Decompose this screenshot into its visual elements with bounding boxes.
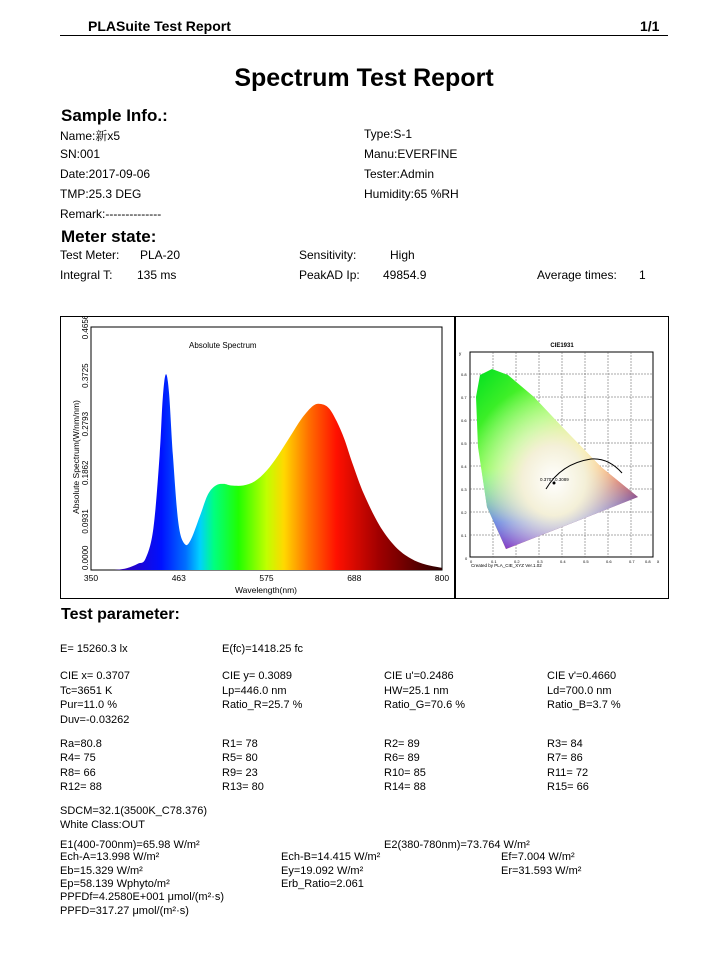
param-r12: R12= 88 <box>60 781 102 793</box>
param-ra: Ra=80.8 <box>60 738 102 750</box>
cie-xtick-7: 0.7 <box>629 559 635 564</box>
spectrum-xtick: 800 <box>434 573 450 583</box>
param-ratio-r: Ratio_R=25.7 % <box>222 699 303 711</box>
peakad-label: PeakAD Ip: <box>299 268 360 282</box>
sensitivity-label: Sensitivity: <box>299 248 357 262</box>
param-r7: R7= 86 <box>547 752 583 764</box>
cie-xtick-5: 0.5 <box>583 559 589 564</box>
sample-sn: SN:001 <box>60 147 101 161</box>
sample-info-heading: Sample Info.: <box>61 106 168 125</box>
spectrum-chart-panel <box>60 316 455 599</box>
cie-ytick-6: 0.2 <box>461 510 467 515</box>
cie-ytick-4: 0.4 <box>461 464 467 469</box>
cie-ytick-7: 0.1 <box>461 533 467 538</box>
param-sdcm: SDCM=32.1(3500K_C78.376) <box>60 805 208 817</box>
spectrum-ytick: 0.0931 <box>81 509 90 534</box>
spectrum-xtick: 688 <box>347 573 362 583</box>
param-r9: R9= 23 <box>222 767 258 779</box>
param-r8: R8= 66 <box>60 767 96 779</box>
param-white-class: White Class:OUT <box>60 819 145 831</box>
spectrum-chart-title: Absolute Spectrum <box>189 341 257 350</box>
average-times-value: 1 <box>639 268 646 282</box>
test-parameter-heading: Test parameter: <box>61 606 180 623</box>
param-hw: HW=25.1 nm <box>384 685 449 697</box>
param-r15: R15= 66 <box>547 781 589 793</box>
param-erb-ratio: Erb_Ratio=2.061 <box>281 878 364 890</box>
cie-xtick-4: 0.4 <box>560 559 566 564</box>
cie-ytick-1: 0.7 <box>461 395 467 400</box>
param-ech-a: Ech-A=13.998 W/m² <box>60 851 160 863</box>
param-e2: E2(380-780nm)=73.764 W/m² <box>384 839 530 851</box>
spectrum-ytick: 0.1862 <box>81 460 90 486</box>
test-meter-label: Test Meter: <box>60 248 120 262</box>
sample-name: Name:新x5 <box>60 129 121 143</box>
cie-y-axis-label: y <box>459 351 462 356</box>
cie-xtick-3: 0.3 <box>537 559 543 564</box>
cie-ytick-5: 0.3 <box>461 487 467 492</box>
sample-manu: Manu:EVERFINE <box>364 147 458 161</box>
test-meter-value: PLA-20 <box>140 248 181 262</box>
cie-x-axis-label: x <box>657 559 660 564</box>
peakad-value: 49854.9 <box>383 268 427 282</box>
spectrum-xtick: 350 <box>83 573 99 583</box>
cie-xtick-6: 0.6 <box>606 559 612 564</box>
param-r1: R1= 78 <box>222 738 258 750</box>
param-ratio-b: Ratio_B=3.7 % <box>547 699 621 711</box>
cie-ytick-8: 0 <box>465 556 468 561</box>
sensitivity-value: High <box>390 248 415 262</box>
sample-tester: Tester:Admin <box>364 167 435 181</box>
page-title: Spectrum Test Report <box>234 64 494 92</box>
cie-xtick-0: 0 <box>470 559 473 564</box>
spectrum-ytick: 0.2793 <box>81 411 90 437</box>
param-r6: R6= 89 <box>384 752 420 764</box>
report-header-title: PLASuite Test Report <box>88 18 231 34</box>
sample-humidity: Humidity:65 %RH <box>364 187 459 201</box>
param-ef: Ef=7.004 W/m² <box>501 851 575 863</box>
param-r10: R10= 85 <box>384 767 426 779</box>
cie-ytick-2: 0.6 <box>461 418 467 423</box>
cie-chart-panel <box>455 316 669 599</box>
sample-tmp: TMP:25.3 DEG <box>60 187 142 201</box>
cie-chart-title: CIE1931 <box>550 343 574 349</box>
spectrum-ytick: 0.4656 <box>81 317 90 340</box>
param-r11: R11= 72 <box>547 767 589 779</box>
param-ld: Ld=700.0 nm <box>547 685 612 697</box>
param-ep: Ep=58.139 Wphyto/m² <box>60 878 170 890</box>
spectrum-chart <box>61 317 454 598</box>
spectrum-xtick: 463 <box>171 573 186 583</box>
cie-chart-footer: Created by PLA_CIE_XYZ Ver.1.02 <box>471 563 542 568</box>
param-ratio-g: Ratio_G=70.6 % <box>384 699 466 711</box>
spectrum-ytick: 0.3725 <box>81 363 90 388</box>
spectrum-ytick: 0.0000 <box>81 545 90 570</box>
sample-type: Type:S-1 <box>364 127 413 141</box>
header-rule <box>60 35 668 36</box>
param-ey: Ey=19.092 W/m² <box>281 865 364 877</box>
cie-ytick-0: 0.8 <box>461 372 467 377</box>
cie-point-label: 0.3707,0.3089 <box>540 477 569 482</box>
integral-time-label: Integral T: <box>60 268 113 282</box>
spectrum-area <box>114 374 442 570</box>
param-pur: Pur=11.0 % <box>60 699 117 711</box>
param-r5: R5= 80 <box>222 752 258 764</box>
param-ech-b: Ech-B=14.415 W/m² <box>281 851 381 863</box>
param-cie-u: CIE u'=0.2486 <box>384 670 454 682</box>
param-e1: E1(400-700nm)=65.98 W/m² <box>60 839 200 851</box>
param-r3: R3= 84 <box>547 738 583 750</box>
param-cie-v: CIE v'=0.4660 <box>547 670 617 682</box>
cie-xtick-8: 0.8 <box>645 559 651 564</box>
sample-date: Date:2017-09-06 <box>60 167 151 181</box>
param-lp: Lp=446.0 nm <box>222 685 287 697</box>
param-er: Er=31.593 W/m² <box>501 865 582 877</box>
param-ppfdf: PPFDf=4.2580E+001 μmol/(m²·s) <box>60 891 225 903</box>
integral-time-value: 135 ms <box>137 268 177 282</box>
param-r2: R2= 89 <box>384 738 420 750</box>
param-efc: E(fc)=1418.25 fc <box>222 643 304 655</box>
param-r4: R4= 75 <box>60 752 96 764</box>
param-cie-x: CIE x= 0.3707 <box>60 670 131 682</box>
cie-ytick-3: 0.5 <box>461 441 467 446</box>
meter-state-heading: Meter state: <box>61 227 157 246</box>
param-cie-y: CIE y= 0.3089 <box>222 670 293 682</box>
spectrum-xlabel: Wavelength(nm) <box>234 585 298 595</box>
cie-chart <box>456 317 668 598</box>
param-r13: R13= 80 <box>222 781 264 793</box>
param-eb: Eb=15.329 W/m² <box>60 865 143 877</box>
cie-xtick-1: 0.1 <box>491 559 497 564</box>
param-duv: Duv=-0.03262 <box>60 714 130 726</box>
average-times-label: Average times: <box>537 268 617 282</box>
param-r14: R14= 88 <box>384 781 426 793</box>
page-number: 1/1 <box>640 18 660 34</box>
sample-remark: Remark:-------------- <box>60 207 162 221</box>
param-e: E= 15260.3 lx <box>60 643 128 655</box>
spectrum-xtick: 575 <box>259 573 274 583</box>
cie-xtick-2: 0.2 <box>514 559 520 564</box>
param-tc: Tc=3651 K <box>60 685 113 697</box>
param-ppfd: PPFD=317.27 μmol/(m²·s) <box>60 905 189 917</box>
spectrum-ylabel: Absolute Spectrum(W/nm/nm) <box>71 400 81 514</box>
